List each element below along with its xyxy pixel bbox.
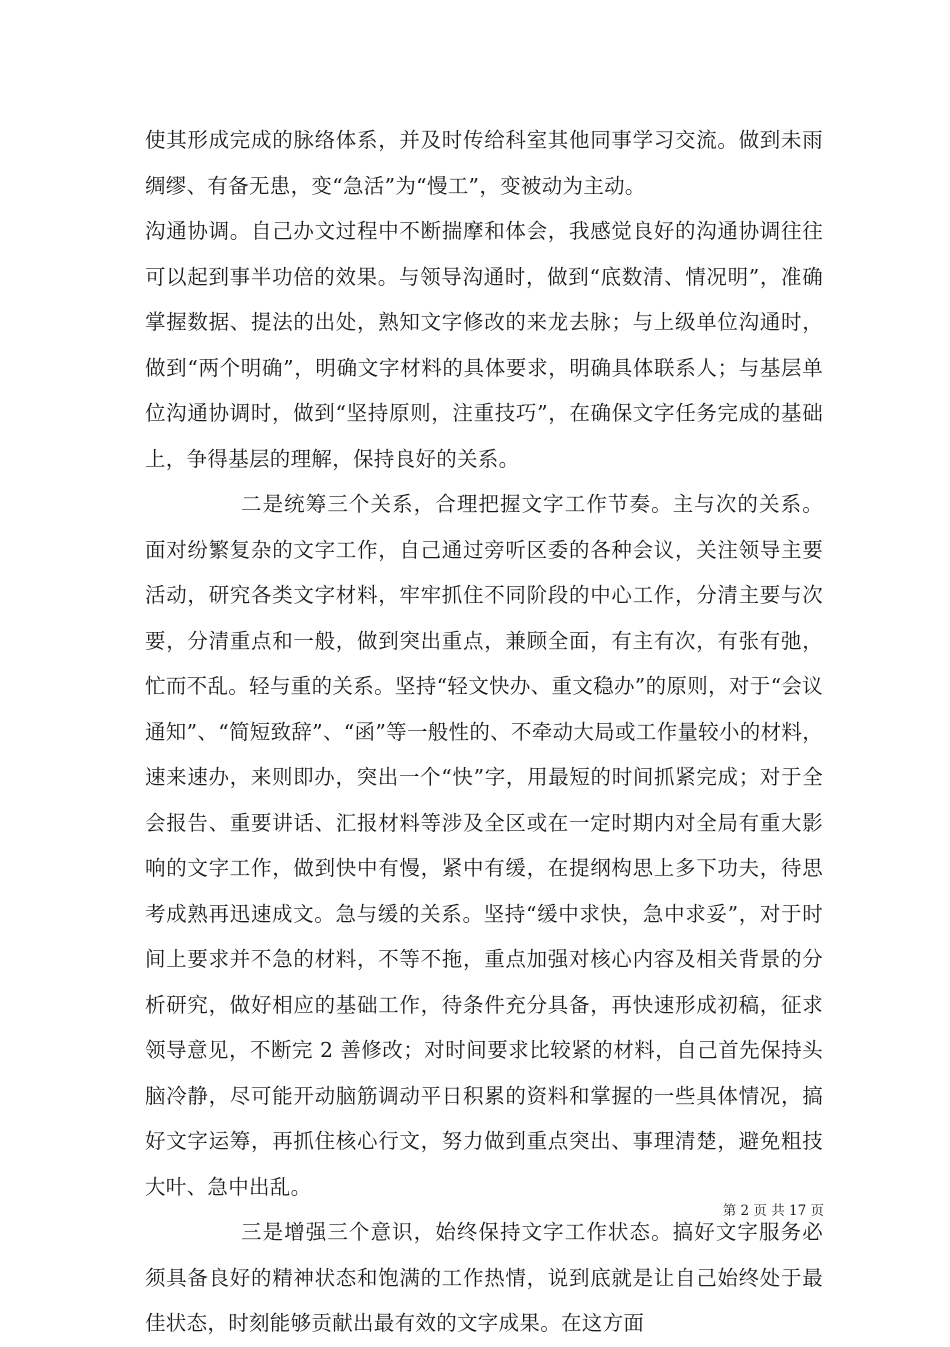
document-body bbox=[145, 118, 823, 1347]
paragraph-three-relations: 二是统筹三个关系，合理把握文字工作节奏。主与次的关系。面对纷繁复杂的文字工作，自己通过旁听区委的各种会议，关注领导主要活动，研究各类文字材料，牢牢抓住不同阶段的中心工作，分清主要与次要，分清重点和一般，做到突出重点，兼顾全面，有主有次，有张有弛，忙而不乱。轻与重的关系。坚持“轻文快办、重文稳办”的原则，对于“会议通知”、“简短致辞”、“函”等一般性的、不牵动大局或工作量较小的材料，速来速办，来则即办，突出一个“快”字，用最短的时间抓紧完成；对于全会报告、重要讲话、汇报材料等涉及全区或在一定时期内对全局有重大影响的文字工作，做到快中有慢，紧中有缓，在提纲构思上多下功夫，待思考成熟再迅速成文。急与缓的关系。坚持“缓中求快，急中求妥”，对于时间上要求并不急的材料，不等不拖，重点加强对核心内容及相关背景的分析研究，做好相应的基础工作，待条件充分具备，再快速形成初稿，征求领导意见，不断完 2 善修改；对时间要求比较紧的材料，自己首先保持头脑冷静，尽可能开动脑筋调动平日积累的资料和掌握的一些具体情况，搞好文字运筹，再抓住核心行文，努力做到重点突出、事理清楚，避免粗技大叶、急中出乱。 bbox=[145, 492, 823, 1199]
paragraph-continuation: 使其形成完成的脉络体系，并及时传给科室其他同事学习交流。做到未雨绸缪、有备无患，变“急活”为“慢工”，变被动为主动。 bbox=[145, 128, 823, 198]
page-number-footer: 第 2 页 共 17 页 bbox=[722, 1203, 824, 1219]
paragraph-communication: 沟通协调。自己办文过程中不断揣摩和体会，我感觉良好的沟通协调往往可以起到事半功倍的效果。与领导沟通时，做到“底数清、情况明”，准确掌握数据、提法的出处，熟知文字修改的来龙去脉；与上级单位沟通时，做到“两个明确”，明确文字材料的具体要求，明确具体联系人；与基层单位沟通协调时，做到“坚持原则，注重技巧”，在确保文字任务完成的基础上，争得基层的理解，保持良好的关系。 bbox=[145, 219, 823, 471]
paragraph-three-awareness: 三是增强三个意识，始终保持文字工作状态。搞好文字服务必须具备良好的精神状态和饱满的工作热情，说到底就是让自己始终处于最佳状态，时刻能够贡献出最有效的文字成果。在这方面 bbox=[145, 1220, 823, 1335]
